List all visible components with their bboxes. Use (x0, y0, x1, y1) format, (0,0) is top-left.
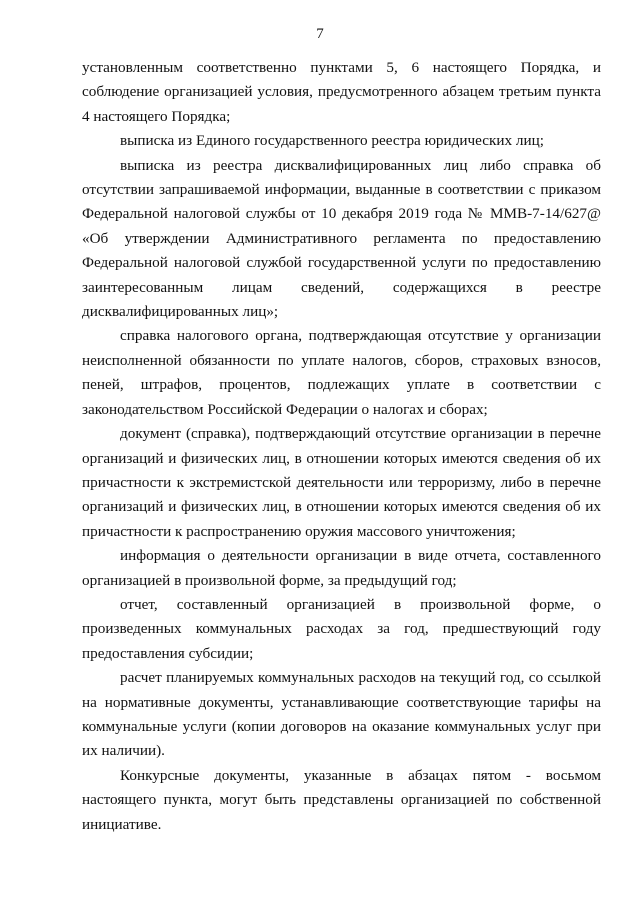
document-body (82, 56, 601, 837)
paragraph-activity-report: информация о деятельности организации в виде отчета, составленного организацией в произвольной форме, за предыдущий год; (82, 547, 601, 589)
paragraph-tax-certificate: справка налогового органа, подтверждающая отсутствие у организации неисполненной обязанности по уплате налогов, сборов, страховых взносов, пеней, штрафов, процентов, подлежащих уплате в соответствии с законодательством Российской Федерации о налогах и сборах; (82, 327, 601, 418)
paragraph-utility-report: отчет, составленный организацией в произвольной форме, о произведенных коммунальных расходах за год, предшествующий году предоставления субсидии; (82, 595, 601, 662)
paragraph-disqualified-registry: выписка из реестра дисквалифицированных лиц либо справка об отсутствии запрашиваемой информации, выданные в соответствии с приказом Федеральной налоговой службы от 10 декабря 2019 года № ММВ-7-14/627@ «Об утверждении Административного регламента по предоставлению Федеральной налоговой службой государственной услуги по предоставлению заинтересованным лицам сведений, содержащихся в реестре дисквалифицированных лиц»; (82, 156, 601, 321)
page-number: 7 (316, 26, 324, 42)
paragraph-competition-documents: Конкурсные документы, указанные в абзацах пятом - восьмом настоящего пункта, могут быть представлены организацией по собственной инициативе. (82, 766, 601, 833)
paragraph-egrul-extract: выписка из Единого государственного реестра юридических лиц; (120, 132, 544, 150)
paragraph-extremism-list: документ (справка), подтверждающий отсутствие организации в перечне организаций и физических лиц, в отношении которых имеются сведения об их причастности к экстремистской деятельности или терроризму, либо в перечне организаций и физических лиц, в отношении которых имеются сведения об их причастности к распространению оружия массового уничтожения; (82, 425, 601, 540)
paragraph-utility-calculation: расчет планируемых коммунальных расходов на текущий год, со ссылкой на нормативные документы, устанавливающие соответствующие тарифы на коммунальные услуги (копии договоров на оказание коммунальных услуг при их наличии). (82, 669, 601, 760)
paragraph-continuation: установленным соответственно пунктами 5, 6 настоящего Порядка, и соблюдение организацией условия, предусмотренного абзацем третьим пункта 4 настоящего Порядка; (82, 59, 601, 125)
